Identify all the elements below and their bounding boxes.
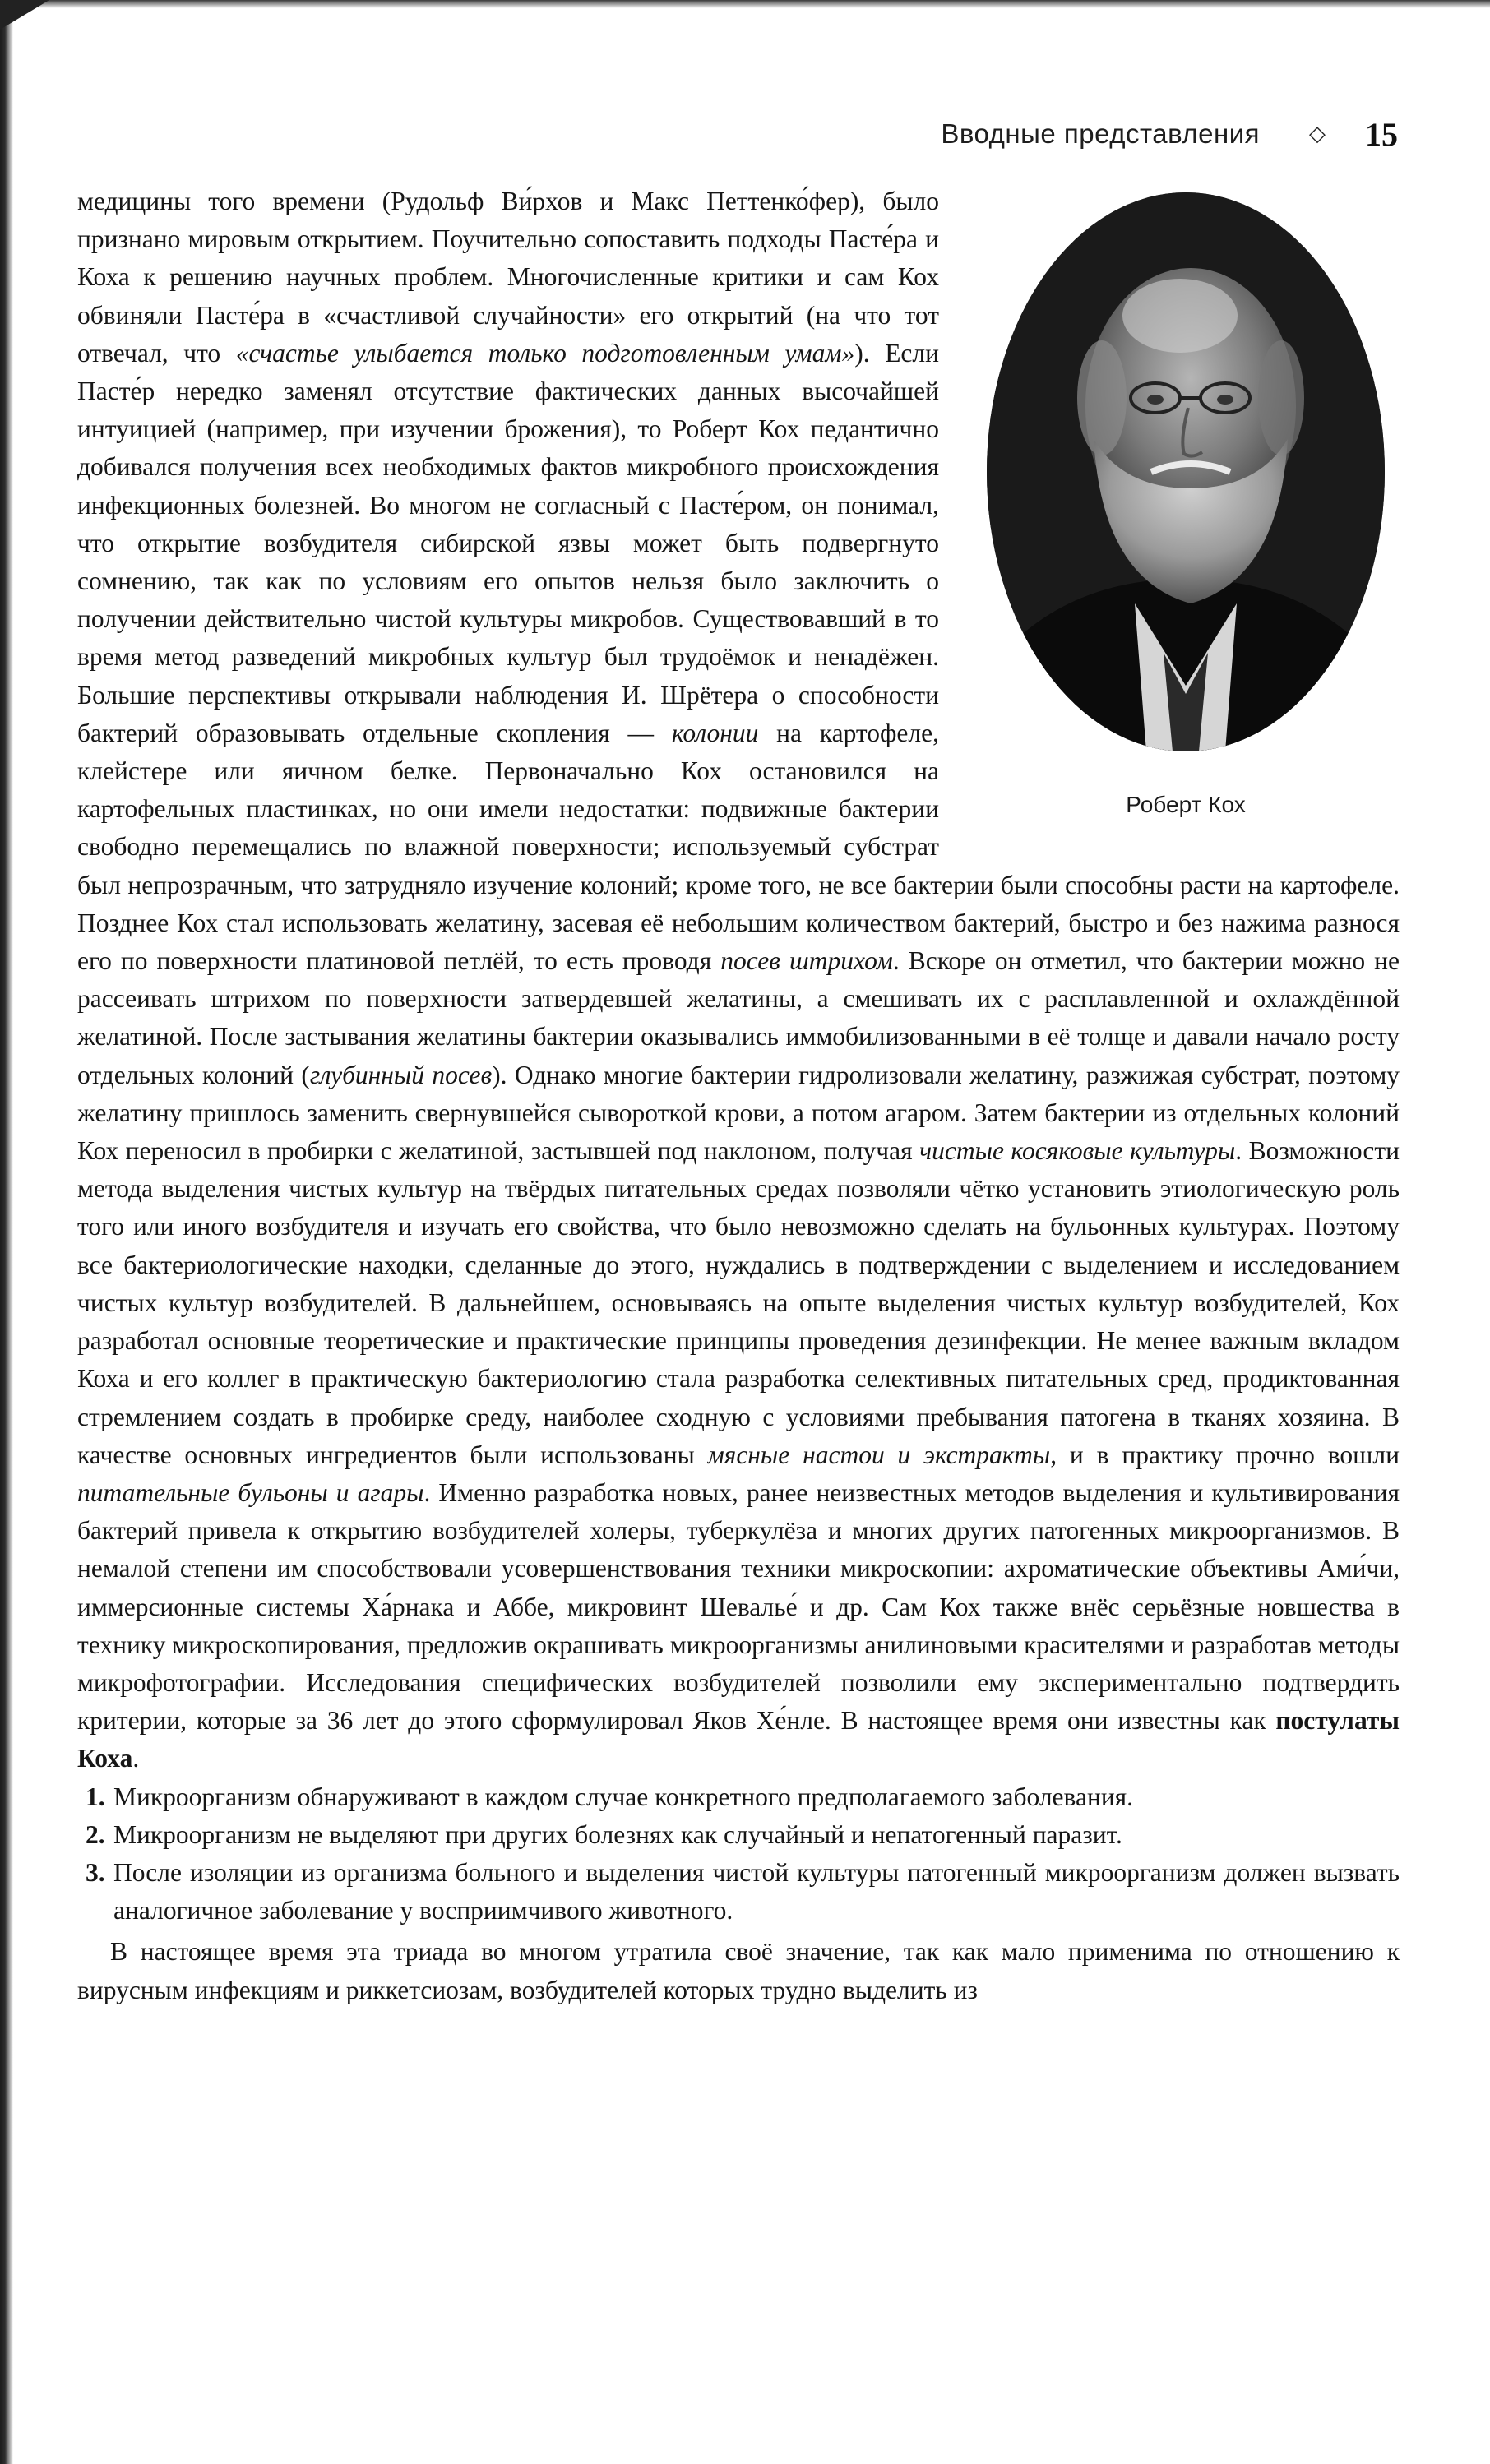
item-number: 1. xyxy=(86,1782,105,1811)
portrait-figure xyxy=(972,183,1400,840)
item-number: 3. xyxy=(86,1857,105,1887)
text-run: . xyxy=(132,1744,140,1773)
item-text: Микроорганизм не выделяют при других болезнях как случайный и непатогенный паразит. xyxy=(113,1819,1122,1849)
postulate-item xyxy=(77,1778,1400,1816)
running-header xyxy=(822,113,1398,155)
page-body xyxy=(77,183,1400,2009)
section-title: Вводные представления xyxy=(941,118,1260,149)
italic-term: чистые косяковые культуры xyxy=(919,1136,1236,1166)
scan-corner xyxy=(0,0,49,30)
diamond-icon: ◇ xyxy=(1309,122,1326,146)
text-run: , и в практику прочно вошли xyxy=(1050,1440,1400,1469)
text-run: . Именно разработка новых, ранее неизвестных методов выделения и культивирования бактерий привела к открытию возбудителей холеры, туберкулёза и многих других патогенных микроорганизмов. В немалой степени им способствовали усовершенствования техники микроскопии: ахроматические объективы Ами́чи, иммерсионные системы Ха́рнака и Аббе, микровинт Шевалье́ и др. Сам Кох также внёс серьёзные новшества в технику микроскопирования, предложив окрашивать микроорганизмы анилиновыми красителями и разработав методы микрофотографии. Исследования специфических возбудителей позволили ему экспериментально подтвердить критерии, которые за 36 лет до этого сформулировал Яков Хе́нле. В настоящее время они известны как xyxy=(77,1477,1400,1736)
text-run: ). Однако многие бактерии гидролизовали желатину, разжижая субстрат, поэтому желатину пришлось заменить свернувшейся сывороткой крови, а потом агаром. Затем бактерии из отдельных колоний Кох переносил в пробирки с желатиной, застывшей под наклоном, получая xyxy=(77,1060,1400,1166)
item-number: 2. xyxy=(86,1819,105,1849)
postulate-item xyxy=(77,1816,1400,1854)
text-run: . Возможности метода выделения чистых культур на твёрдых питательных средах позволяли чётко установить этиологическую роль того или иного возбудителя и изучать его свойства, что было невозможно сделать на бульонных культурах. Поэтому все бактериологические находки, сделанные до этого, нуждались в подтверждении с выделением и исследованием чистых культур возбудителей. В дальнейшем, основываясь на опыте выделения чистых культур возбудителей, Кох разработал основные теоретические и практические принципы проведения дезинфекции. Не менее важным вкладом Коха и его коллег в практическую бактериологию стала разработка селективных питательных сред, продиктованная стремлением создать в пробирке среду, наиболее сходную с условиями пребывания патогена в тканях хозяина. В качестве основных ингредиентов были использованы xyxy=(77,1136,1400,1469)
closing-paragraph: В настоящее время эта триада во многом утратила своё значение, так как мало применима по отношению к вирусным инфекциям и риккетсиозам, возбудителей которых трудно выделить из xyxy=(77,1937,1400,2004)
portrait-caption: Роберт Кох xyxy=(1126,792,1246,817)
item-text: Микроорганизм обнаруживают в каждом случае конкретного предполагаемого заболевания. xyxy=(113,1782,1134,1811)
text-run: ). Если Пасте́р нередко заменял отсутствие фактических данных высочайшей интуицией (например, при изучении брожения), то Роберт Кох педантично добивался получения всех необходимых фактов микробного происхождения инфекционных болезней. Во многом не согласный с Пасте́ром, он понимал, что открытие возбудителя сибирской язвы может быть подвергнуто сомнению, так как по условиям его опытов нельзя было заключить о получении действительно чистой культуры микробов. Существовавший в то время метод разведений микробных культур был трудоёмок и ненадёжен. Большие перспективы открывали наблюдения И. Шрётера о способности бактерий образовывать отдельные скопления — xyxy=(77,338,939,747)
postulates-list xyxy=(77,1778,1400,1930)
italic-term: глубинный посев xyxy=(309,1060,493,1089)
italic-term: мясные настои и экстракты xyxy=(707,1440,1051,1469)
item-text: После изоляции из организма больного и выделения чистой культуры патогенный микроорганизм должен вызвать аналогичное заболевание у восприимчивого животного. xyxy=(113,1857,1400,1925)
page-number: 15 xyxy=(1365,115,1398,153)
scan-edge-top xyxy=(0,0,1490,8)
scan-edge-left xyxy=(0,0,13,2464)
italic-term: посев штрихом xyxy=(720,946,893,976)
bold-term: постулаты Коха xyxy=(77,1706,1400,1773)
text-run: на картофеле, клейстере или яичном белке. Первоначально Кох остановился на картофельных пластинках, но они имели недостатки: подвижные бактерии свободно перемещались по влажной поверхности; используемый субстрат был непрозрачным, что затрудняло изучение колоний; кроме того, не все бактерии были способны расти на картофеле. Позднее Кох стал использовать желатину, засевая её небольшим количеством бактерий, быстро и без нажима разнося его по поверхности платиновой петлёй, то есть проводя xyxy=(77,718,1400,976)
postulate-item xyxy=(77,1854,1400,1930)
italic-term: питательные бульоны и агары xyxy=(77,1477,424,1507)
italic-quote: «счастье улыбается только подготовленным умам» xyxy=(235,338,855,368)
text-run: медицины того времени (Рудольф Ви́рхов и Макс Петтенко́фер), было признано мировым открытием. Поучительно сопоставить подходы Пасте́ра и Коха к решению научных проблем. Многочисленные критики и сам Кох обвиняли Пасте́ра в «счастливой случайности» его открытий (на что тот отвечал, что xyxy=(77,187,939,368)
text-run: . Вскоре он отметил, что бактерии можно не рассеивать штрихом по поверхности затвердевшей желатины, а смешивать их с расплавленной и охлаждённой желатиной. После застывания желатины бактерии оказывались иммобилизованными в её толще и давали начало росту отдельных колоний ( xyxy=(77,946,1400,1089)
italic-term: колонии xyxy=(671,718,759,747)
portrait-image xyxy=(987,192,1385,751)
